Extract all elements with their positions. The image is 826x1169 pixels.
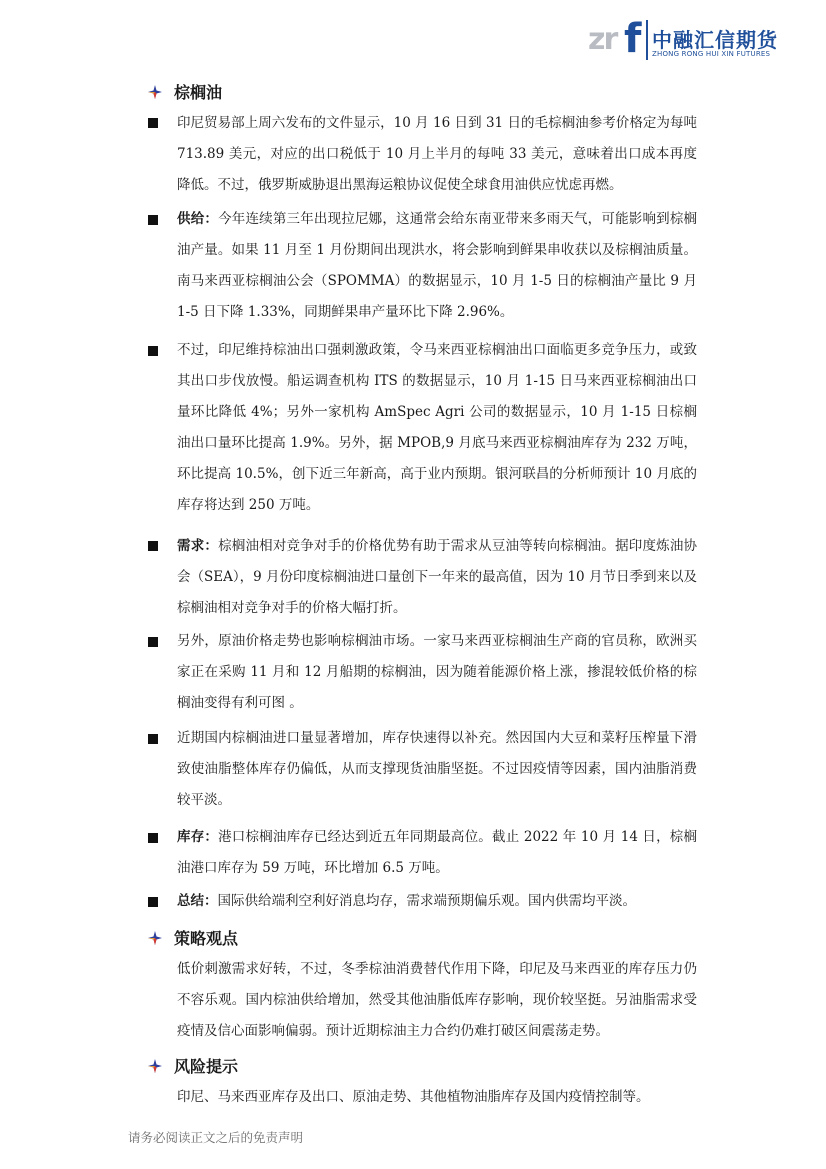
- paragraph-text: 印尼贸易部上周六发布的文件显示，10 月 16 日到 31 日的毛棕榈油参考价格定为每吨 713.89 美元，对应的出口税低于 10 月上半月的每吨 33 美元，意味着出口成本再度降低。不过，俄罗斯威胁退出黑海运粮协议促使全球食用油供应忧虑再燃。: [177, 115, 697, 193]
- paragraph: [177, 886, 697, 917]
- paragraph-text: 另外，原油价格走势也影响棕榈油市场。一家马来西亚棕榈油生产商的官员称，欧洲买家正在采购 11 月和 12 月船期的棕榈油，因为随着能源价格上涨，掺混较低价格的棕榈油变得有利可图 。: [177, 633, 697, 711]
- disclaimer-footer: 请务必阅读正文之后的免责声明: [128, 1130, 304, 1145]
- paragraph-label: 库存：: [177, 829, 219, 845]
- paragraph: [177, 335, 697, 521]
- paragraph-label: 总结：: [177, 893, 218, 909]
- logo-divider: [646, 20, 648, 60]
- section-title: 风险提示: [174, 1057, 239, 1076]
- compass-star-icon: [148, 931, 162, 945]
- bullet-square: [148, 637, 158, 647]
- compass-star-icon: [148, 1059, 162, 1073]
- paragraph-text: 近期国内棕榈油进口量显著增加，库存快速得以补充。然因国内大豆和菜籽压榨量下滑致使油脂整体库存仍偏低，从而支撑现货油脂坚挺。不过因疫情等因素，国内油脂消费较平淡。: [177, 730, 697, 808]
- bullet-square: [148, 118, 158, 128]
- risk-paragraph: [177, 1082, 697, 1113]
- compass-star-icon: [148, 85, 162, 99]
- paragraph-text: 棕榈油相对竞争对手的价格优势有助于需求从豆油等转向棕榈油。据印度炼油协会（SEA），9 月份印度棕榈油进口量创下一年来的最高值，因为 10 月节日季到来以及棕榈油相对竞争对手的价格大幅打折。: [177, 538, 698, 616]
- bullet-square: [148, 833, 158, 843]
- paragraph: [177, 626, 697, 719]
- bullet-square: [148, 734, 158, 744]
- paragraph-text: 印尼、马来西亚库存及出口、原油走势、其他植物油脂库存及国内疫情控制等。: [177, 1089, 650, 1105]
- paragraph: [177, 723, 697, 816]
- strategy-paragraph: [177, 954, 697, 1047]
- bullet-square: [148, 541, 158, 551]
- bullet-square: [148, 215, 158, 225]
- paragraph-label: 需求：: [177, 538, 219, 554]
- paragraph-text: 国际供给端利空利好消息均存，需求端预期偏乐观。国内供需均平淡。: [217, 893, 636, 909]
- section-heading-risk: [148, 1054, 238, 1077]
- bullet-square: [148, 897, 158, 907]
- section-title: 策略观点: [174, 929, 239, 948]
- section-title: 棕榈油: [174, 83, 223, 102]
- paragraph-text: 不过，印尼维持棕油出口强刺激政策，令马来西亚棕榈油出口面临更多竞争压力，或致其出口步伐放慢。船运调查机构 ITS 的数据显示，10 月 1-15 日马来西亚棕榈油出口量环比降低 4%；另外一家机构 AmSpec Agri 公司的数据显示，10 月 1-15 日棕榈油出口量环比提高 1.9%。另外，据 MPOB,9 月底马来西亚棕榈油库存为 232 万吨，环比提高 10.5%，创下近三年新高，高于业内预期。银河联昌的分析师预计 10 月底的库存将达到 250 万吨。: [177, 342, 697, 513]
- paragraph-text: 低价刺激需求好转，不过，冬季棕油消费替代作用下降，印尼及马来西亚的库存压力仍不容乐观。国内棕油供给增加，然受其他油脂低库存影响，现价较坚挺。另油脂需求受疫情及信心面影响偏弱。预计近期棕油主力合约仍难打破区间震荡走势。: [177, 961, 697, 1039]
- paragraph-label: 供给：: [177, 211, 219, 227]
- bullet-square: [148, 346, 158, 356]
- company-logo: [588, 18, 778, 64]
- section-heading-strategy: [148, 926, 238, 949]
- company-name-en: ZHONG RONG HUI XIN FUTURES: [652, 50, 771, 58]
- logo-mark: zr: [588, 22, 617, 57]
- paragraph: [177, 204, 697, 328]
- logo-f: f: [624, 16, 642, 62]
- paragraph-text: 港口棕榈油库存已经达到近五年同期最高位。截止 2022 年 10 月 14 日，棕榈油港口库存为 59 万吨，环比增加 6.5 万吨。: [177, 829, 697, 876]
- paragraph: [177, 531, 697, 624]
- company-name-cn: 中融汇信期货: [652, 28, 778, 52]
- paragraph-text: 今年连续第三年出现拉尼娜，这通常会给东南亚带来多雨天气，可能影响到棕榈油产量。如果 11 月至 1 月份期间出现洪水，将会影响到鲜果串收获以及棕榈油质量。南马来西亚棕榈油公会（SPOMMA）的数据显示，10 月 1-5 日的棕榈油产量比 9 月 1-5 日下降 1.33%，同期鲜果串产量环比下降 2.96%。: [177, 211, 698, 320]
- paragraph: [177, 108, 697, 201]
- section-heading-palm: [148, 80, 222, 103]
- paragraph: [177, 822, 697, 884]
